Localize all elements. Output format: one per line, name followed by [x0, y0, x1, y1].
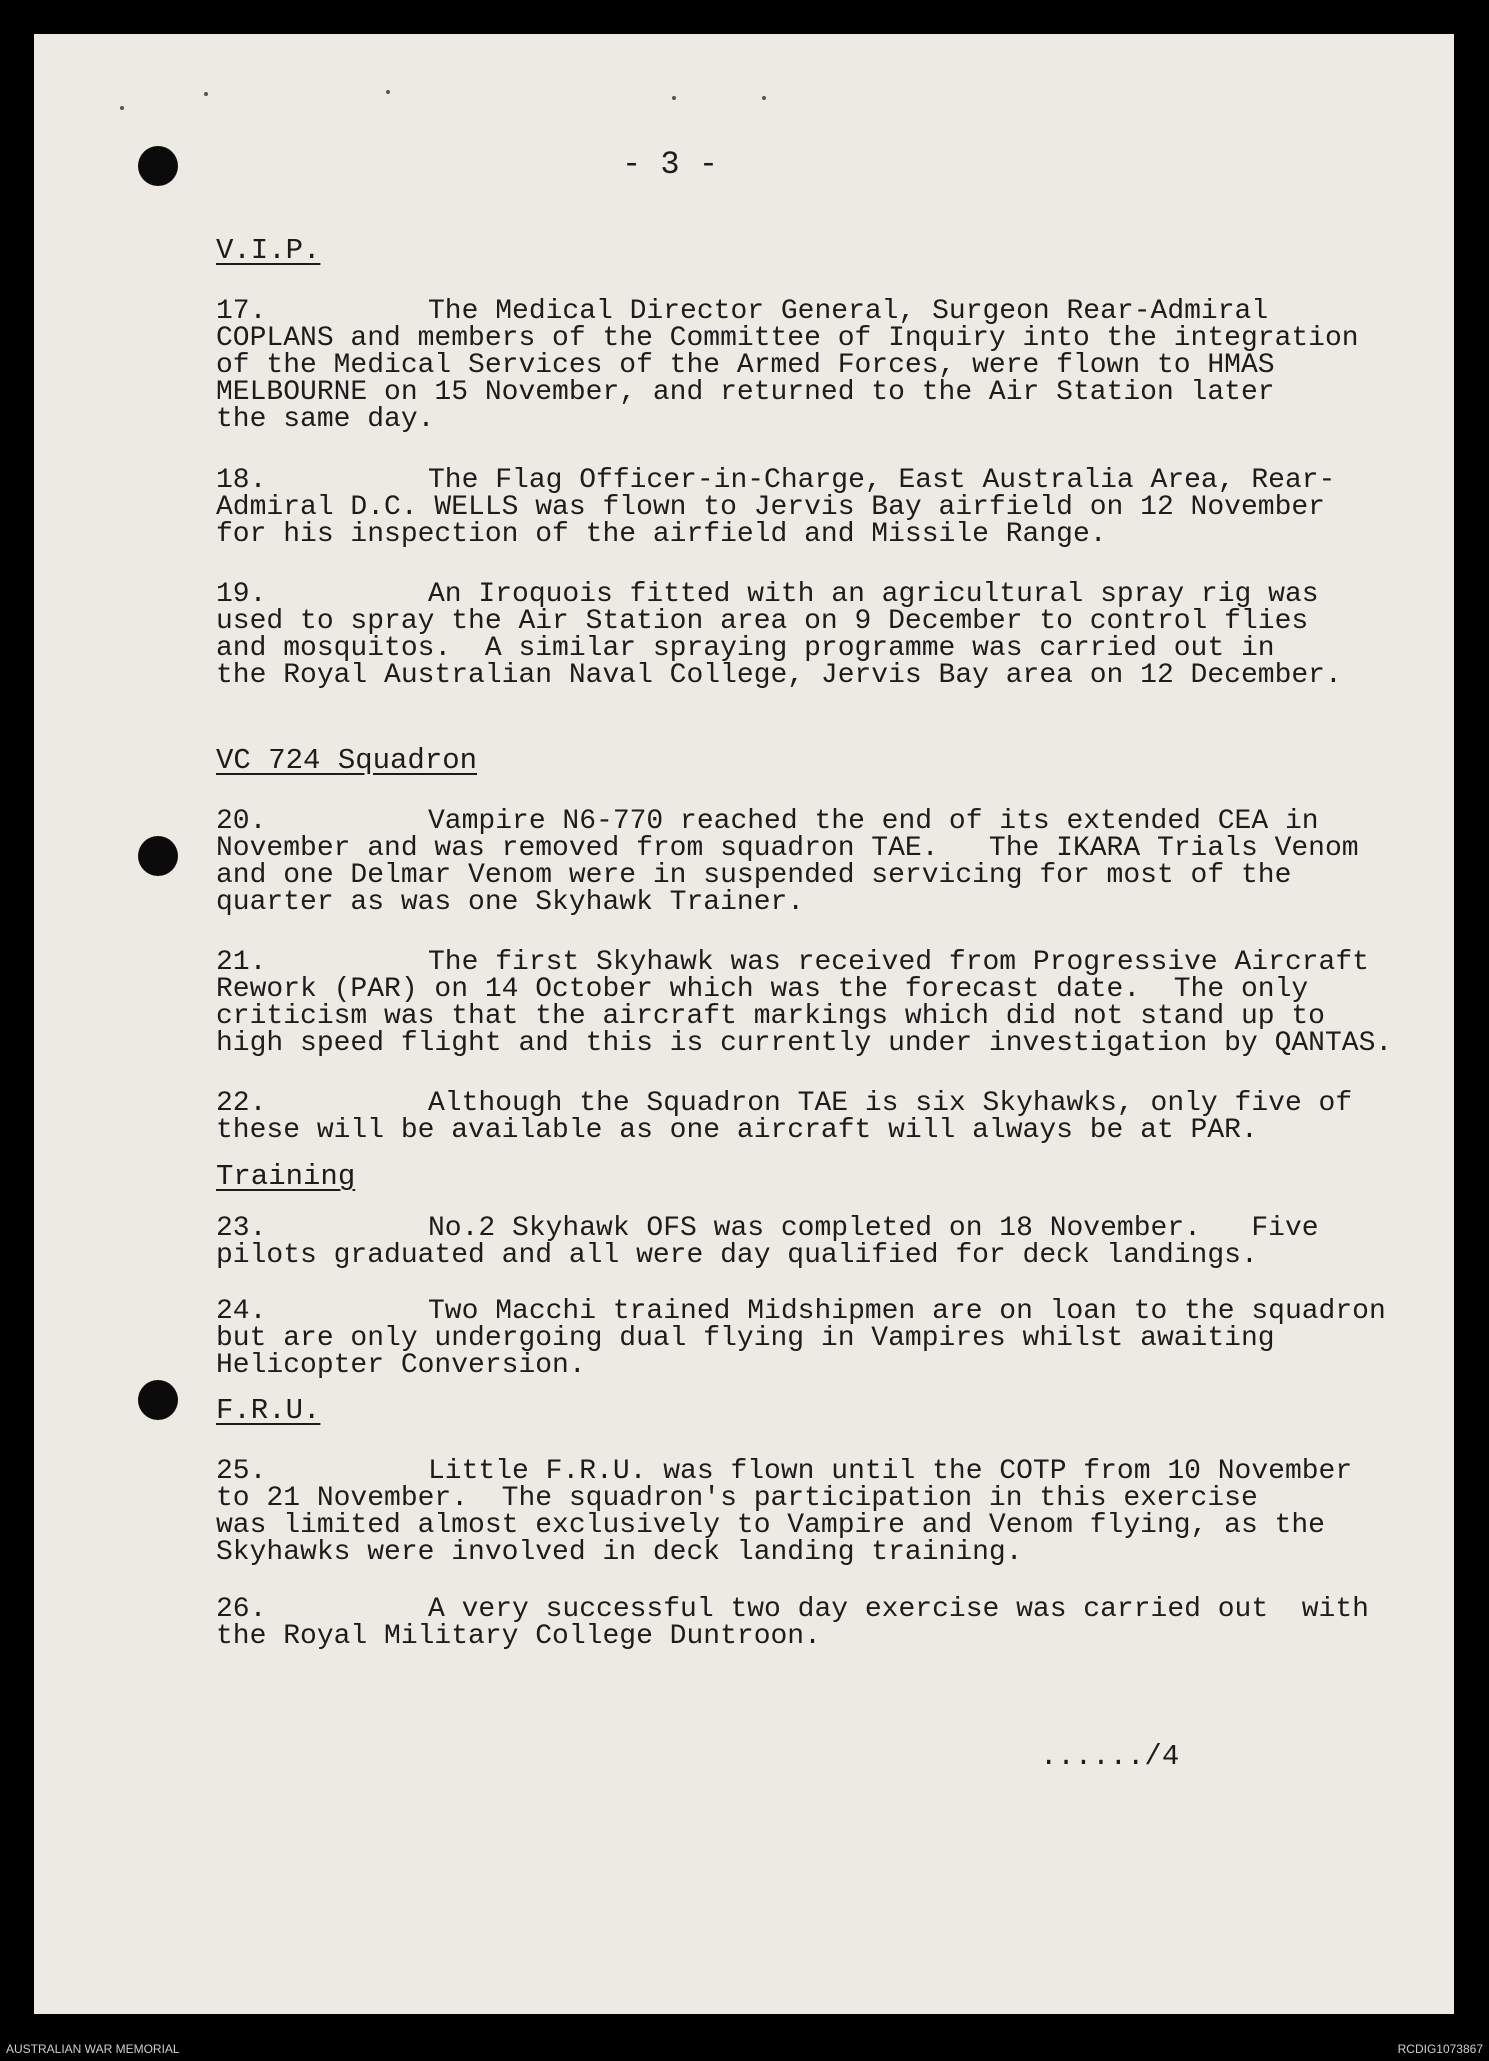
paragraph-line: November and was removed from squadron TAE. The IKARA Trials Venom: [216, 833, 1359, 864]
paragraph-line: criticism was that the aircraft markings which did not stand up to: [216, 1001, 1325, 1032]
paper-speck: [672, 96, 676, 100]
paragraph-line: No.2 Skyhawk OFS was completed on 18 November. Five: [428, 1213, 1319, 1244]
paragraph-line: COPLANS and members of the Committee of Inquiry into the integration: [216, 323, 1359, 354]
paragraph-number: 24.: [216, 1296, 267, 1327]
paragraph-line: and one Delmar Venom were in suspended servicing for most of the: [216, 860, 1292, 891]
paragraph-number: 22.: [216, 1088, 267, 1119]
paragraph-line: MELBOURNE on 15 November, and returned to the Air Station later: [216, 377, 1275, 408]
paragraph-number: 23.: [216, 1213, 267, 1244]
paragraph-line: Rework (PAR) on 14 October which was the forecast date. The only: [216, 974, 1309, 1005]
paragraph-line: was limited almost exclusively to Vampire and Venom flying, as the: [216, 1510, 1325, 1541]
document-page: [34, 34, 1454, 2014]
paragraph-line: but are only undergoing dual flying in Vampires whilst awaiting: [216, 1323, 1275, 1354]
paragraph-line: quarter as was one Skyhawk Trainer.: [216, 887, 805, 918]
paragraph-line: The Flag Officer-in-Charge, East Australia Area, Rear-: [428, 465, 1336, 496]
paper-speck: [120, 106, 124, 110]
paragraph-24: [216, 1298, 1446, 1379]
paragraph-26: [216, 1596, 1446, 1650]
paragraph-19: [216, 581, 1446, 689]
paragraph-line: Although the Squadron TAE is six Skyhawks, only five of: [428, 1088, 1353, 1119]
paragraph-line: A very successful two day exercise was carried out with: [428, 1594, 1369, 1625]
heading-fru: F.R.U.: [216, 1394, 321, 1427]
paper-speck: [762, 96, 766, 100]
paragraph-line: Skyhawks were involved in deck landing training.: [216, 1537, 1023, 1568]
punch-hole-bottom: [138, 1380, 178, 1420]
paper-speck: [204, 92, 208, 96]
paragraph-line: high speed flight and this is currently under investigation by QANTAS.: [216, 1028, 1393, 1059]
paragraph-line: Little F.R.U. was flown until the COTP from 10 November: [428, 1456, 1353, 1487]
paragraph-number: 18.: [216, 465, 267, 496]
footer-record-id: RCDIG1073867: [1397, 2042, 1483, 2056]
paragraph-line: the Royal Military College Duntroon.: [216, 1621, 821, 1652]
heading-vc724-squadron: VC 724 Squadron: [216, 744, 478, 777]
paragraph-line: Two Macchi trained Midshipmen are on loan to the squadron: [428, 1296, 1386, 1327]
paragraph-line: and mosquitos. A similar spraying programme was carried out in: [216, 633, 1275, 664]
paragraph-line: Helicopter Conversion.: [216, 1350, 586, 1381]
paragraph-line: the same day.: [216, 404, 435, 435]
heading-vip: V.I.P.: [216, 234, 321, 267]
paragraph-line: for his inspection of the airfield and Missile Range.: [216, 519, 1107, 550]
paragraph-number: 20.: [216, 806, 267, 837]
paragraph-line: the Royal Australian Naval College, Jervis Bay area on 12 December.: [216, 660, 1342, 691]
paragraph-17: [216, 298, 1446, 433]
paragraph-number: 17.: [216, 296, 267, 327]
paragraph-line: used to spray the Air Station area on 9 December to control flies: [216, 606, 1309, 637]
paragraph-20: [216, 808, 1446, 916]
paragraph-number: 21.: [216, 947, 267, 978]
paragraph-25: [216, 1458, 1446, 1566]
paragraph-line: these will be available as one aircraft will always be at PAR.: [216, 1115, 1258, 1146]
page-number: - 3 -: [622, 146, 719, 183]
paper-speck: [386, 90, 390, 94]
paragraph-line: An Iroquois fitted with an agricultural spray rig was: [428, 579, 1319, 610]
paragraph-number: 25.: [216, 1456, 267, 1487]
heading-training: Training: [216, 1160, 356, 1193]
paragraph-18: [216, 467, 1446, 548]
paragraph-22: [216, 1090, 1446, 1144]
footer-archive-name: AUSTRALIAN WAR MEMORIAL: [6, 2042, 180, 2056]
continuation-marker: ....../4: [1040, 1740, 1180, 1773]
paragraph-line: Admiral D.C. WELLS was flown to Jervis Bay airfield on 12 November: [216, 492, 1325, 523]
paragraph-21: [216, 949, 1446, 1057]
punch-hole-middle: [138, 836, 178, 876]
paragraph-23: [216, 1215, 1446, 1269]
paragraph-line: The first Skyhawk was received from Progressive Aircraft: [428, 947, 1369, 978]
punch-hole-top: [138, 146, 178, 186]
paragraph-number: 19.: [216, 579, 267, 610]
paragraph-line: The Medical Director General, Surgeon Rear-Admiral: [428, 296, 1269, 327]
paragraph-line: of the Medical Services of the Armed Forces, were flown to HMAS: [216, 350, 1275, 381]
paragraph-number: 26.: [216, 1594, 267, 1625]
paragraph-line: Vampire N6-770 reached the end of its extended CEA in: [428, 806, 1319, 837]
paragraph-line: to 21 November. The squadron's participation in this exercise: [216, 1483, 1258, 1514]
paragraph-line: pilots graduated and all were day qualified for deck landings.: [216, 1240, 1258, 1271]
